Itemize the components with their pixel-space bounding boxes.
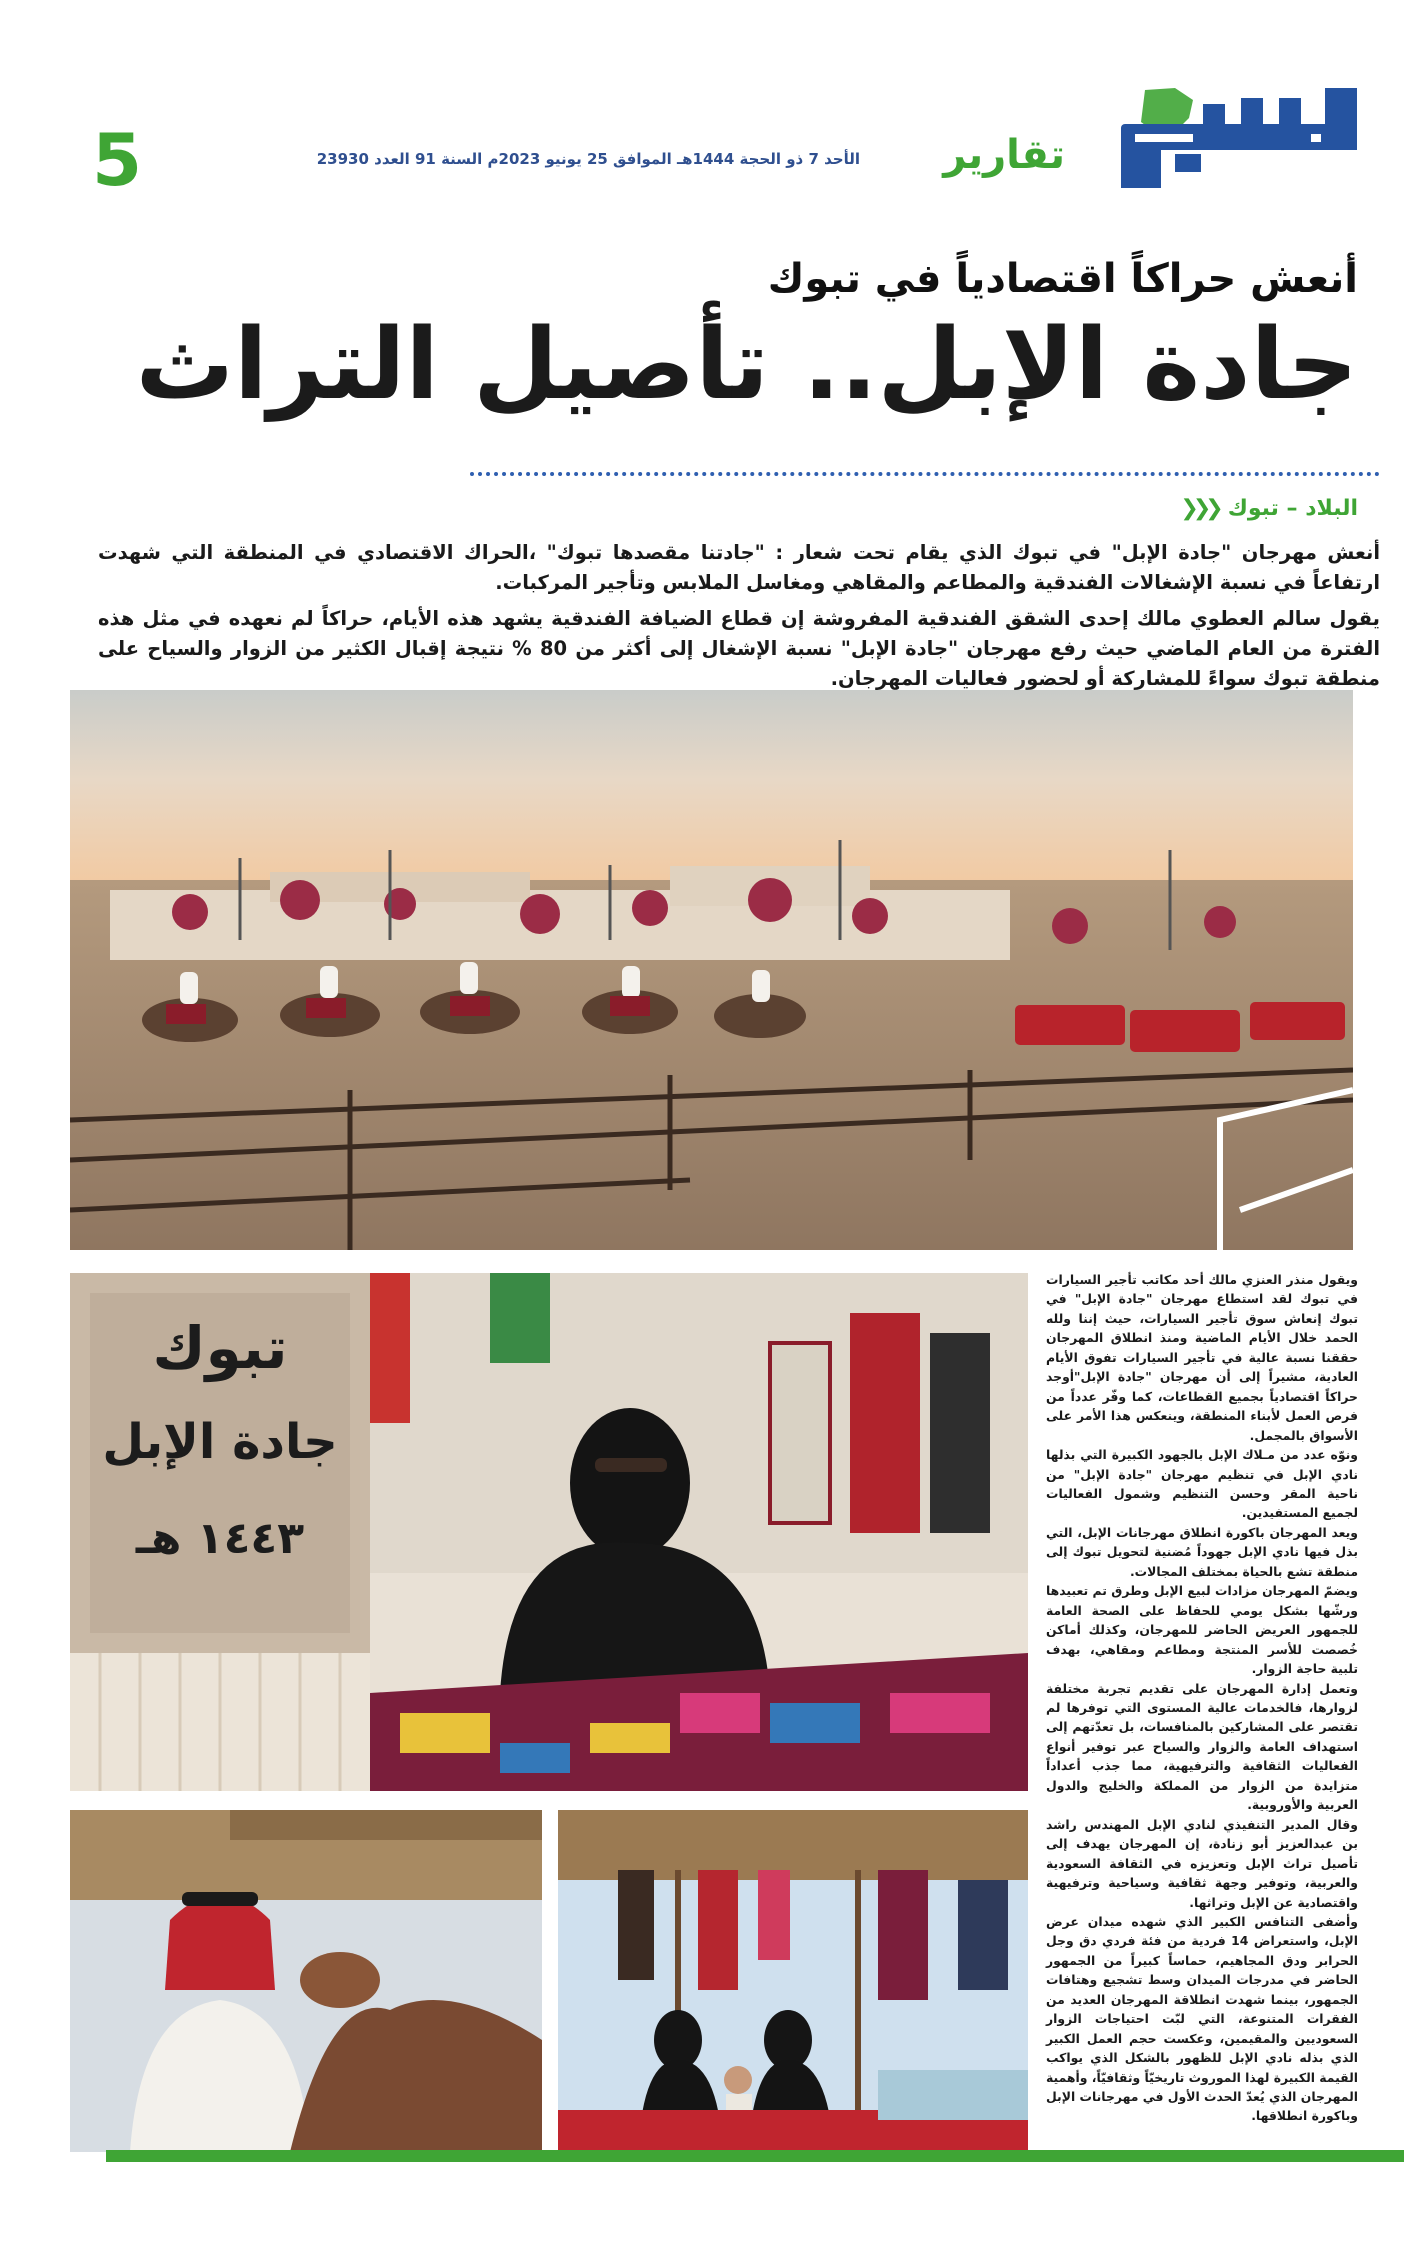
woven-text-year: ١٤٤٣ هـ — [135, 1513, 305, 1564]
camel-arena-photo — [70, 690, 1353, 1250]
dateline: الأحد 7 ذو الحجة 1444هـ الموافق 25 يونيو 2023م السنة 91 العدد 23930 — [316, 150, 860, 168]
body-paragraph: ويعد المهرجان باكورة انطلاق مهرجانات الإبل، التي بذل فيها نادي الإبل جهوداً مُضنية لتحويل تبوك إلى منطقة تشع بالحياة بمختلف المجالات. — [1046, 1524, 1358, 1579]
article-side-column — [1046, 1270, 1358, 2126]
body-paragraph: وتعمل إدارة المهرجان على تقديم تجربة مختلفة لزوارها، فالخدمات عالية المستوى التي توفرها لم تقتصر على المشاركين بالمنافسات، بل تعدّتهم إلى استهداف العامة والزوار والسياح عبر توفير أنواع الفعاليات الثقافية والترفيهية، مما جذب أعداداً متزايدة من الزوار من المملكة والخليج والدول العربية والأوروبية. — [1046, 1680, 1358, 1813]
body-paragraph: ويقول منذر العنزي مالك أحد مكاتب تأجير السيارات في تبوك لقد استطاع مهرجان "جادة الإبل" في تبوك إنعاش سوق تأجير السيارات، حيث إننا ولله الحمد خلال الأيام الماضية ومنذ انطلاق المهرجان حققنا نسبة عالية في تأجير السيارات تفوق الأيام العادية، مشيراً إلى أن مهرجان "جادة الإبل"أوجد حراكاً اقتصادياً بجميع القطاعات، كما وفّر عدداً من فرص العمل لأبناء المنطقة، وينعكس هذا الأمر على الأسواق بالمجمل. — [1046, 1272, 1358, 1443]
article-intro — [98, 538, 1380, 700]
bottom-divider — [106, 2150, 1404, 2162]
woven-text-jada: جادة الإبل — [102, 1414, 338, 1470]
page-number: 5 — [92, 118, 143, 202]
article-kicker: أنعش حراكاً اقتصادياً في تبوك — [767, 256, 1358, 302]
intro-paragraph: أنعش مهرجان "جادة الإبل" في تبوك الذي يقام تحت شعار : "جادتنا مقصدها تبوك" ،الحراك الاقتصادي في المنطقة التي شهدت ارتفاعاً في نسبة الإشغالات الفندقية والمطاعم والمقاهي ومغاسل الملابس وتأجير المركبات. — [98, 541, 1380, 594]
body-paragraph: وأضفى التنافس الكبير الذي شهده ميدان عرض الإبل، واستعراض 14 فردية من فئة فردي دق وجل الحرابر ودق المجاهيم، حماساً كبيراً من الجمهور الحاضر في مدرجات الميدان وسط تشجيع وهتافات الجمهور، بينما شهدت انطلاقة المهرجان العديد من الفقرات المتنوعة، التي لبّت احتياجات الزوار السعوديين والمقيمين، وعكست حجم العمل الكبير الذي بذله نادي الإبل للظهور بالشكل الذي يواكب القيمة الكبيرة لهذا الموروث تاريخيّاً وثقافيّاً، وأهمية المهرجان الذي يُعدّ الحدث الأول في مهرجانات الإبل وباكورة انطلاقها. — [1046, 1913, 1358, 2124]
body-paragraph: ويضمّ المهرجان مزادات لبيع الإبل وطرق تم تعبيدها ورشّها بشكل يومي للحفاظ على الصحة العامة للجمهور العريض الحاضر للمهرجان، وكذلك أماكن خُصصت للأسر المنتجة ومطاعم ومقاهي، بهدف تلبية حاجة الزوار. — [1046, 1583, 1358, 1677]
woven-tag — [70, 1273, 370, 1791]
byline — [1180, 496, 1358, 521]
triple-chevron-left-icon: ❮❮❮ — [1180, 496, 1218, 521]
camel-owner-photo — [70, 1810, 542, 2152]
woven-text-tabuk: تبوك — [152, 1314, 288, 1382]
newspaper-logo — [1115, 84, 1363, 196]
byline-text: البلاد – تبوك — [1227, 496, 1358, 521]
intro-paragraph: يقول سالم العطوي مالك إحدى الشقق الفندقية المفروشة إن قطاع الضيافة الفندقية يشهد هذه الأيام، حراكاً لم نعهده في مثل هذه الفترة من العام الماضي حيث رفع مهرجان "جادة الإبل" نسبة الإشغال إلى أكثر من 80 % نتيجة إقبال الكثير من الزوار والسياح على منطقة تبوك سواءً للمشاركة أو لحضور فعاليات المهرجان. — [98, 607, 1380, 690]
body-paragraph: ونوّه عدد من مـلاك الإبل بالجهود الكبيرة التي بذلها نادي الإبل في تنظيم مهرجان "جادة الإبل" من ناحية المقر وحسن التنظيم وشمول الفعاليات لجميع المستفيدين. — [1046, 1447, 1358, 1521]
weaver-woman-photo — [70, 1273, 1028, 1791]
article-headline: جادة الإبل.. تأصيل التراث — [135, 308, 1358, 422]
dotted-divider — [470, 472, 1380, 476]
heritage-market-photo — [558, 1810, 1028, 2152]
body-paragraph: وقال المدير التنفيذي لنادي الإبل المهندس راشد بن عبدالعزيز أبو زنادة، إن المهرجان يهدف إلى تأصيل تراث الإبل وتعزيزه في الثقافة السعودية والعربية، وتوفير وجهة ثقافية وسياحية وترفيهية واقتصادية عن الإبل وتراثها. — [1046, 1816, 1358, 1910]
section-label: تقارير — [943, 132, 1065, 178]
